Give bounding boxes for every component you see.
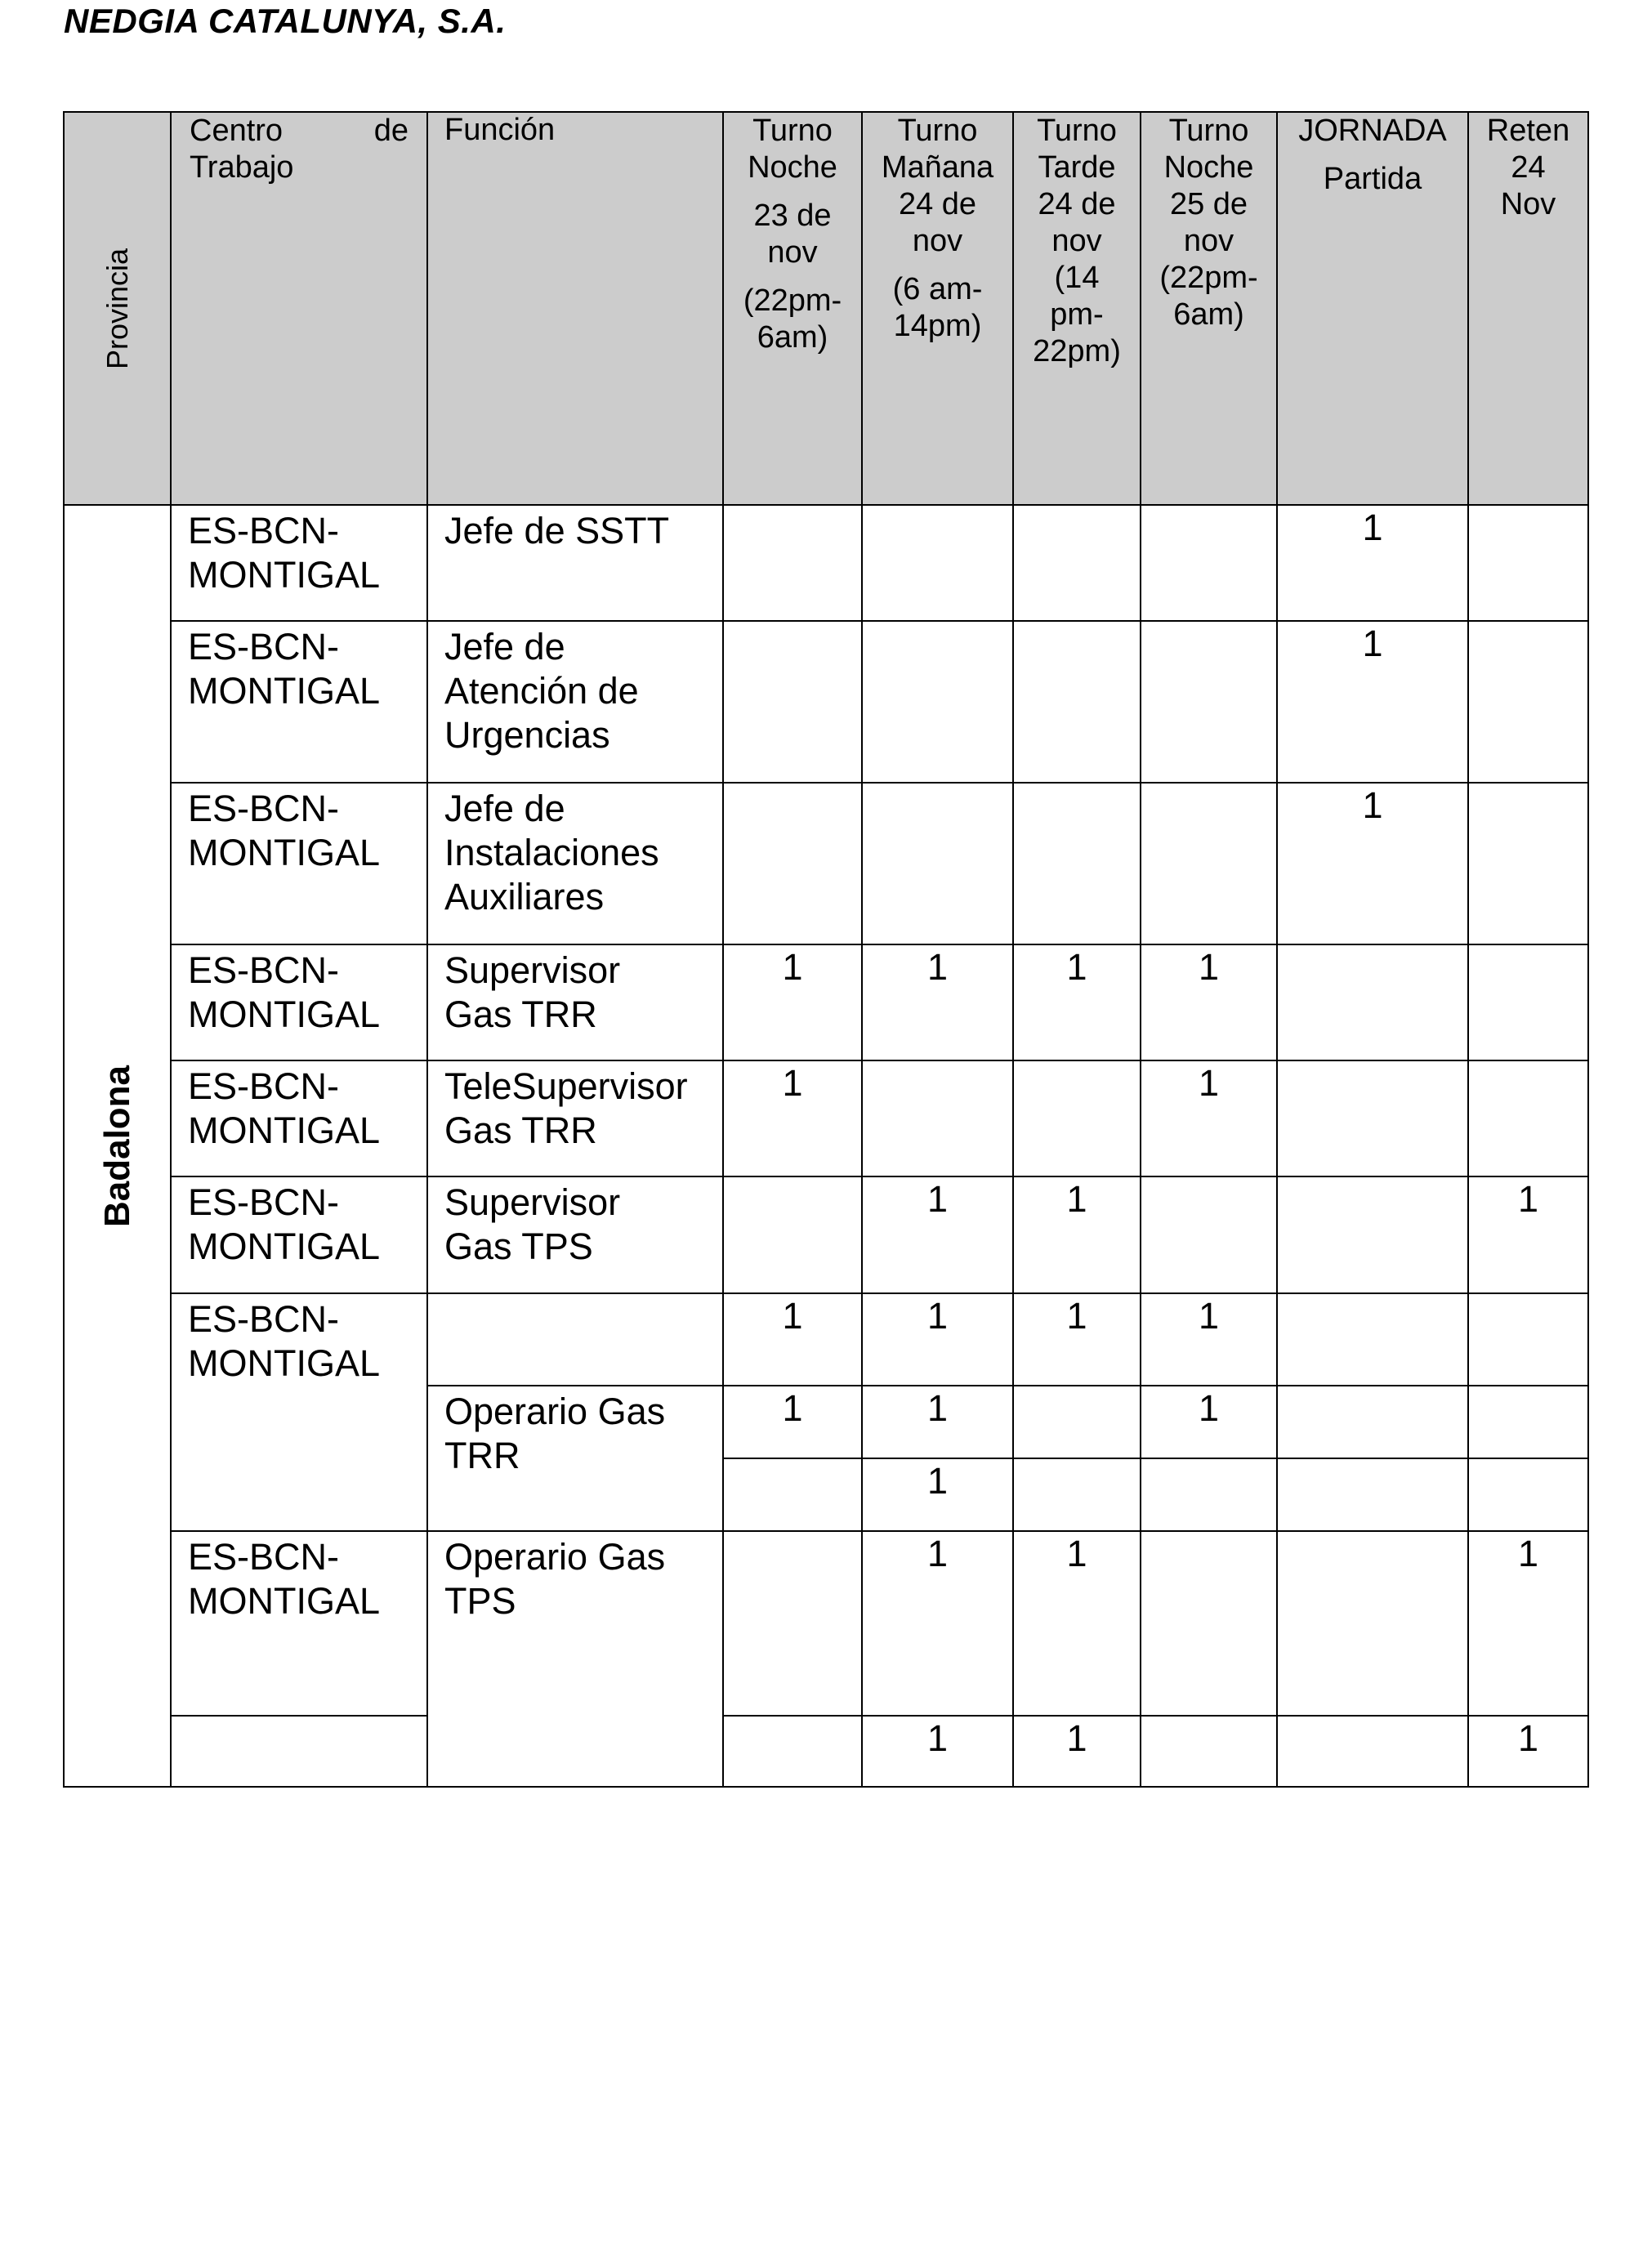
value-cell: 1 [1141, 1386, 1277, 1458]
centro-cell: ES-BCN- MONTIGAL [171, 944, 427, 1060]
value-cell: 1 [1141, 1293, 1277, 1386]
centro-cell: ES-BCN- MONTIGAL [171, 505, 427, 621]
value-cell: 1 [1277, 505, 1468, 621]
table-row [64, 621, 1588, 783]
header-reten: Reten 24 Nov [1468, 112, 1588, 505]
table-row [64, 1176, 1588, 1293]
value-cell [723, 621, 862, 783]
value-cell [1141, 1716, 1277, 1787]
value-cell: 1 [723, 944, 862, 1060]
centro-cell: ES-BCN- MONTIGAL [171, 1531, 427, 1716]
value-cell [1141, 1458, 1277, 1531]
value-cell [1468, 1293, 1588, 1386]
value-cell [1013, 783, 1141, 944]
value-cell [723, 1458, 862, 1531]
value-cell [1141, 1531, 1277, 1716]
table-row [64, 944, 1588, 1060]
header-funcion: Función [427, 112, 723, 505]
value-cell: 1 [1013, 944, 1141, 1060]
value-cell [1013, 1060, 1141, 1176]
value-cell [1468, 621, 1588, 783]
funcion-cell: Operario Gas TRR [427, 1386, 723, 1531]
funcion-cell-empty [427, 1293, 723, 1386]
value-cell: 1 [1013, 1293, 1141, 1386]
value-cell [1468, 944, 1588, 1060]
value-cell [1277, 1386, 1468, 1458]
value-cell [1141, 1176, 1277, 1293]
value-cell [723, 505, 862, 621]
value-cell [862, 1060, 1013, 1176]
table-row [64, 1531, 1588, 1716]
header-provincia: Provincia [64, 112, 171, 505]
centro-cell-empty [171, 1716, 427, 1787]
centro-cell: ES-BCN- MONTIGAL [171, 1176, 427, 1293]
value-cell: 1 [862, 944, 1013, 1060]
funcion-cell: Jefe de Atención de Urgencias [427, 621, 723, 783]
funcion-cell: TeleSupervisor Gas TRR [427, 1060, 723, 1176]
value-cell: 1 [1141, 944, 1277, 1060]
value-cell [1468, 783, 1588, 944]
company-name: NEDGIA CATALUNYA, S.A. [64, 2, 507, 40]
value-cell [1468, 1060, 1588, 1176]
table-row [64, 505, 1588, 621]
value-cell [1277, 944, 1468, 1060]
value-cell: 1 [862, 1716, 1013, 1787]
funcion-cell: Operario Gas TPS [427, 1531, 723, 1787]
value-cell [1277, 1531, 1468, 1716]
header-jornada: JORNADA Partida [1277, 112, 1468, 505]
funcion-cell: Supervisor Gas TRR [427, 944, 723, 1060]
value-cell [862, 505, 1013, 621]
header-turno-manana-24: Turno Mañana 24 de nov (6 am- 14pm) [862, 112, 1013, 505]
value-cell [1013, 1458, 1141, 1531]
funcion-cell: Supervisor Gas TPS [427, 1176, 723, 1293]
table-row [64, 783, 1588, 944]
value-cell [1277, 1293, 1468, 1386]
value-cell: 1 [1277, 621, 1468, 783]
value-cell [1277, 1458, 1468, 1531]
value-cell [1013, 505, 1141, 621]
value-cell: 1 [1277, 783, 1468, 944]
centro-cell: ES-BCN- MONTIGAL [171, 1060, 427, 1176]
value-cell [1277, 1060, 1468, 1176]
value-cell [1468, 1458, 1588, 1531]
value-cell [862, 783, 1013, 944]
funcion-cell: Jefe de Instalaciones Auxiliares [427, 783, 723, 944]
value-cell: 1 [1468, 1531, 1588, 1716]
header-row [64, 112, 1588, 505]
value-cell: 1 [1468, 1716, 1588, 1787]
centro-cell: ES-BCN- MONTIGAL [171, 783, 427, 944]
value-cell: 1 [1013, 1176, 1141, 1293]
value-cell [1013, 1386, 1141, 1458]
value-cell [1468, 1386, 1588, 1458]
table-row [64, 1293, 1588, 1386]
value-cell [723, 783, 862, 944]
table-row [64, 1716, 1588, 1787]
value-cell [862, 621, 1013, 783]
value-cell: 1 [862, 1458, 1013, 1531]
value-cell: 1 [862, 1176, 1013, 1293]
value-cell [1141, 505, 1277, 621]
value-cell: 1 [862, 1386, 1013, 1458]
centro-cell: ES-BCN- MONTIGAL [171, 621, 427, 783]
provincia-value: Badalona [96, 1065, 137, 1227]
header-turno-tarde-24: Turno Tarde 24 de nov (14 pm- 22pm) [1013, 112, 1141, 505]
value-cell: 1 [1141, 1060, 1277, 1176]
header-turno-noche-23: Turno Noche 23 de nov (22pm- 6am) [723, 112, 862, 505]
value-cell [1141, 621, 1277, 783]
value-cell: 1 [723, 1060, 862, 1176]
value-cell [1277, 1716, 1468, 1787]
value-cell [723, 1176, 862, 1293]
value-cell [723, 1716, 862, 1787]
value-cell [1468, 505, 1588, 621]
provincia-cell [64, 505, 171, 1787]
value-cell: 1 [862, 1531, 1013, 1716]
value-cell: 1 [723, 1293, 862, 1386]
value-cell: 1 [862, 1293, 1013, 1386]
value-cell: 1 [723, 1386, 862, 1458]
table-row [64, 1060, 1588, 1176]
value-cell [1141, 783, 1277, 944]
value-cell [1277, 1176, 1468, 1293]
header-centro-trabajo: Centro de Trabajo [171, 112, 427, 505]
shift-table [63, 111, 1589, 1788]
value-cell: 1 [1468, 1176, 1588, 1293]
value-cell [1013, 621, 1141, 783]
value-cell: 1 [1013, 1531, 1141, 1716]
value-cell [723, 1531, 862, 1716]
centro-cell: ES-BCN- MONTIGAL [171, 1293, 427, 1531]
header-turno-noche-25: Turno Noche 25 de nov (22pm- 6am) [1141, 112, 1277, 505]
value-cell: 1 [1013, 1716, 1141, 1787]
funcion-cell: Jefe de SSTT [427, 505, 723, 621]
